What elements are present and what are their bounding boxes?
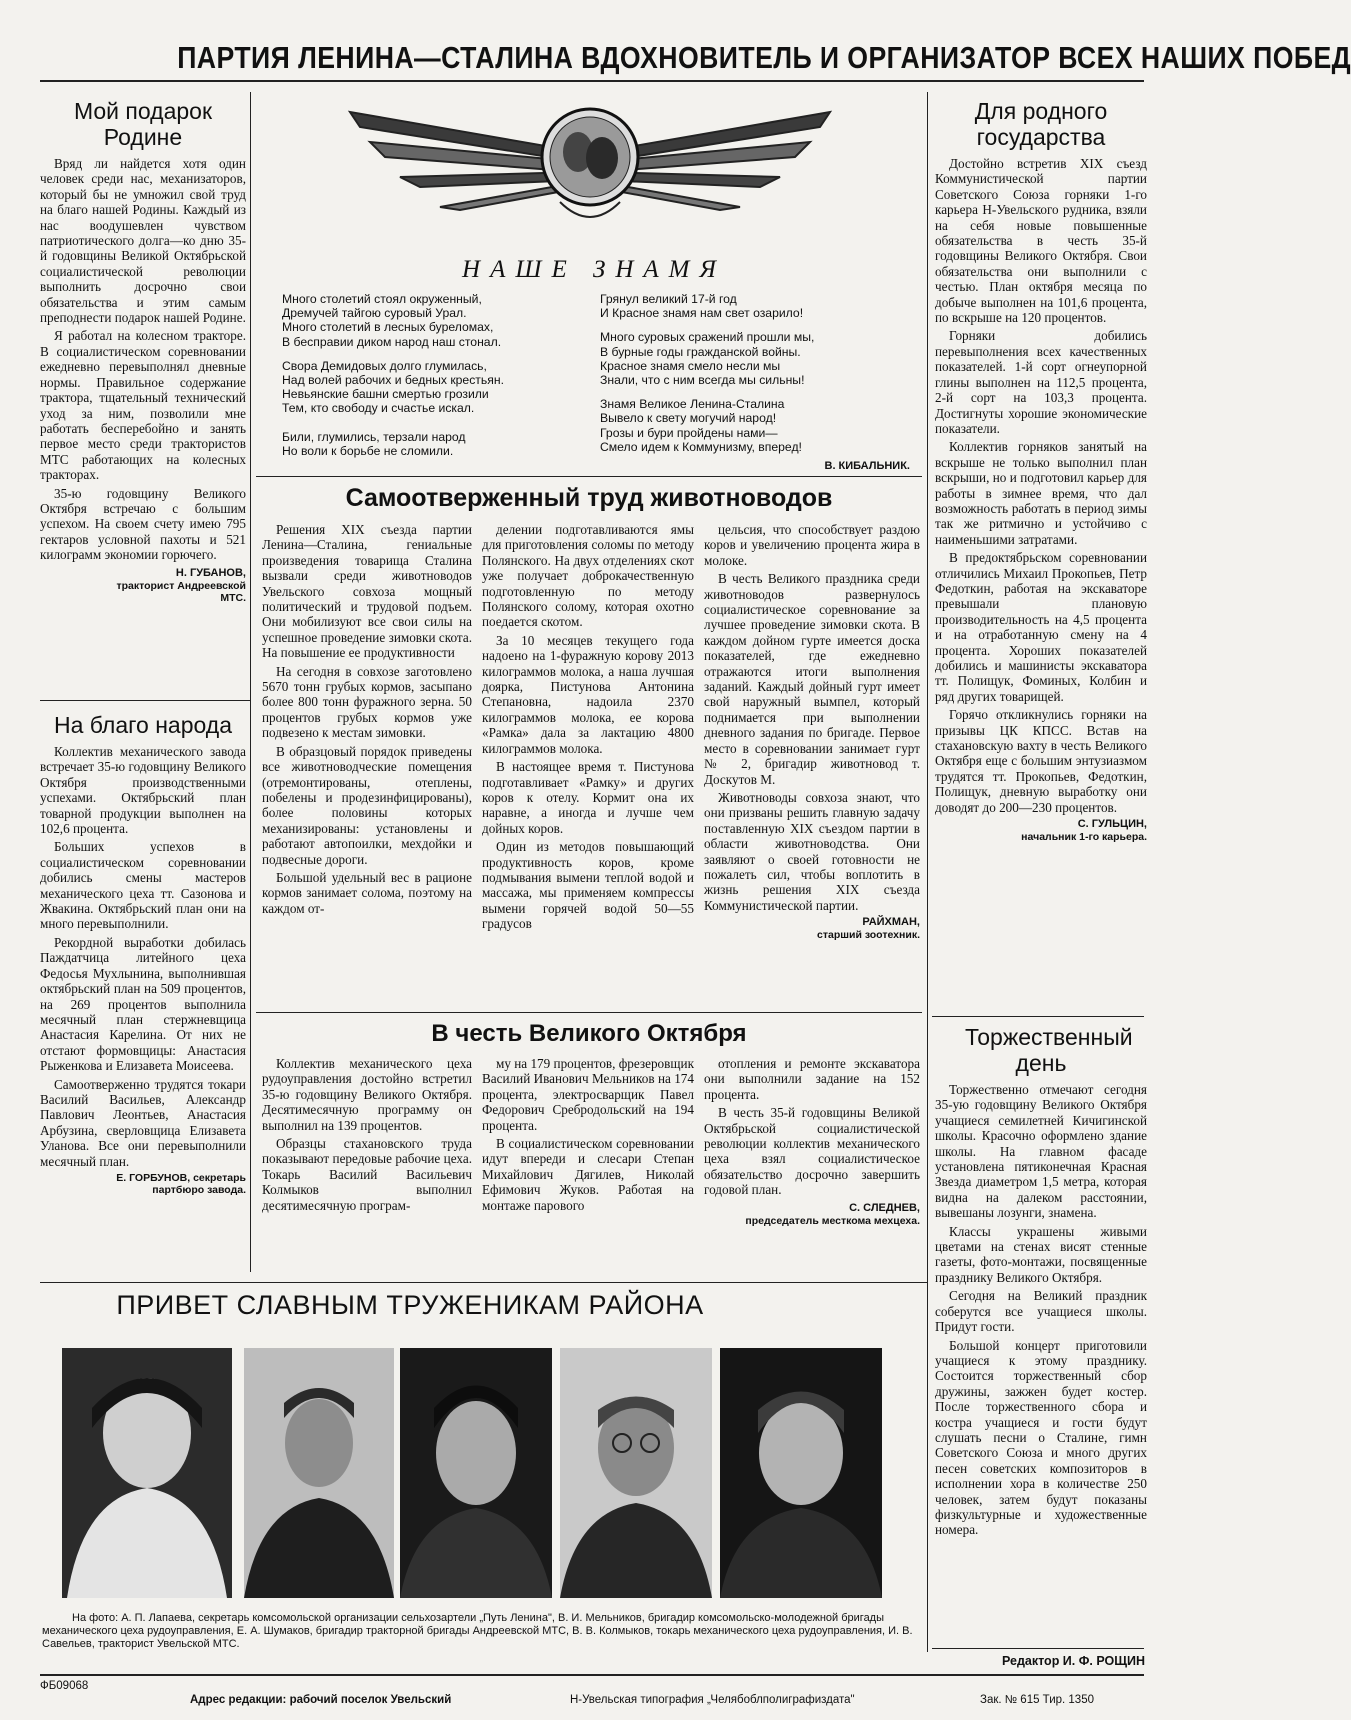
paragraph: делении подготавливаются ямы для приготовления соломы по методу Полянского. На двух отделениях скот уже получает доброкачественную подготовленную по методу Полянского солому, которая охотно поедается скотом.	[482, 522, 694, 630]
portrait-photo	[62, 1348, 232, 1598]
paragraph: В социалистическом соревновании идут впереди и слесари Степан Михайлович Дягилев, Николай Ефимович Жуков. Работая на монтаже парового	[482, 1136, 694, 1213]
poem-line: Тем, кто свободу и счастье искал.	[282, 401, 475, 416]
divider	[40, 1282, 927, 1283]
paragraph: Классы украшены живыми цветами на стенах висят стенные газеты, фото-монтажи, посвященные празднику Великого Октября.	[935, 1223, 1147, 1285]
paragraph: Горячо откликнулись горняки на призывы ЦК КПСС. Встав на стахановскую вахту в честь Великого Октября еще с большим энтузиазмом трудятся тт. Прокопьев, Федоткин, Полищук, дневную выработку они доводят до 200—230 процентов.	[935, 707, 1147, 815]
poem-line: Много суровых сражений прошли мы,	[600, 330, 815, 345]
masthead-rule	[40, 80, 1144, 82]
paragraph: В образцовый порядок приведены все животноводческие помещения (отремонтированы, отеплены, побелены и продезинфицированы), более половины которых механизированы: установлены и работают автопоилки, мехдойки и подвесные дороги.	[262, 743, 472, 867]
paragraph: Рекордной выработки добилась Паждатчица литейного цеха Федосья Мухлынина, выполнившая октябрьский план на 509 процентов, на 269 процентов выполнила месячный план стержневщица Анастасия Карелина. От них не отстают формовщицы: Анастасия Рыженкова и Елизавета Моисеева.	[40, 934, 246, 1074]
banner-emblem	[330, 92, 850, 242]
article-title: Торжественный день	[965, 1024, 1133, 1076]
author-signature: Е. ГОРБУНОВ, секретарь партбюро завода.	[116, 1171, 246, 1196]
poem-title: НАШЕ ЗНАМЯ	[462, 256, 726, 283]
author-name: С. ГУЛЬЦИН,	[1077, 818, 1147, 831]
paragraph: Сегодня на Великий праздник соберутся все учащиеся школы. Придут гости.	[935, 1288, 1147, 1335]
paragraph: Коллектив механического цеха рудоуправления достойно встретил 35-ю годовщину Великого Октября. Десятимесячную программу он выполнил на 139 процентов.	[262, 1056, 472, 1133]
paragraph: Самоотверженно трудятся токари Василий Васильев, Александр Павлович Леонтьев, Анастасия Арбузина, сверловщица Елизавета Уланова. Все они перевыполнили месячный план.	[40, 1076, 246, 1169]
livestock-col-1	[262, 522, 472, 919]
poem-line: И Красное знамя нам свет озарило!	[600, 306, 804, 321]
october-col-3	[704, 1056, 920, 1227]
paragraph: В предоктябрьском соревновании отличились Михаил Прокопьев, Петр Федоткин, работая на экскаваторе превышали плановую производительность на 4,5 процента и на отработанную смену на 4 процента. Хороших показателей добились и машинисты экскаватора тт. Полищук, Фоминых, Колбин и ряд других товарищей.	[935, 550, 1147, 704]
poem-stanza	[600, 292, 910, 320]
poem-right-column	[600, 292, 910, 473]
poem-author: В. КИБАЛЬНИК.	[824, 460, 910, 473]
poem-left-column	[282, 292, 582, 466]
article-for-the-people	[40, 712, 246, 1196]
poem-line: Над волей рабочих и бедных крестьян.	[282, 373, 504, 388]
october-col-1	[262, 1056, 472, 1216]
author-title: тракторист Андреевской МТС.	[116, 579, 246, 604]
article-title-october: В честь Великого Октября	[431, 1020, 747, 1047]
author-title: начальник 1-го карьера.	[1021, 831, 1147, 844]
paragraph: В настоящее время т. Пистунова подготавливает «Рамку» и других коров к отелу. Кормит она их наравне, а иногда и лучше чем дойных коров.	[482, 759, 694, 836]
portrait-photo	[400, 1348, 552, 1598]
author-name: РАЙХМАН,	[862, 916, 920, 929]
paragraph: отопления и ремонте экскаватора они выполнили задание на 152 процента.	[704, 1056, 920, 1102]
livestock-col-2	[482, 522, 694, 935]
poem-line: Смело идем к Коммунизму, вперед!	[600, 439, 802, 454]
paragraph: Больших успехов в социалистическом соревновании добились смены мастеров механического цеха тт. Сазонова и Жвакина. Октябрьский план они на много перевыполнили.	[40, 839, 246, 932]
poem-line: Грянул великий 17-й год	[600, 292, 737, 306]
paragraph: Животноводы совхоза знают, что они призваны решить главную задачу поставленную XIX съездом партии в области животноводства. Они заявляют о своей готовности не пожалеть сил, чтобы воплотить в жизнь решения XIX съезда Коммунистической партии.	[704, 789, 920, 913]
author-title: старший зоотехник.	[817, 929, 920, 942]
article-body	[935, 1082, 1147, 1538]
divider	[932, 1648, 1144, 1649]
printing-house: Н-Увельская типография „Челябоблполиграфиздата"	[570, 1694, 855, 1706]
greeting-title: ПРИВЕТ СЛАВНЫМ ТРУЖЕНИКАМ РАЙОНА	[116, 1290, 704, 1320]
article-body	[40, 744, 246, 1169]
paragraph: Большой концерт приготовили учащиеся к этому празднику. Состоится торжественный сбор дружины, зажжен будет костер. После торжественного сбора и костра учащиеся и гости будут слушать песни о Сталине, гимн Советского Союза и много других песен советских композиторов в исполнении хора в количестве 250 человек, затем будут показаны физкультурные и художественные номера.	[935, 1337, 1147, 1538]
poem-stanza	[282, 430, 582, 458]
article-for-the-state	[935, 98, 1147, 843]
author-name: С. СЛЕДНЕВ,	[849, 1201, 920, 1214]
poem-line: В бесправии диком народ наш стонал.	[282, 334, 502, 349]
poem-line: Дремучей тайгою суровый Урал.	[282, 306, 467, 321]
poem-stanza	[282, 359, 582, 416]
paragraph: Вряд ли найдется хотя один человек среди нас, механизаторов, который бы не умножил свой труд на благо нашей Родины. Каждый из нас воодушевлен чувством патриотического долга—ко дню 35-й годовщины Великой Октябрьской социалистической революции выполнить досрочно свои обязательства и этим самым преподнести подарок нашей Родине.	[40, 156, 246, 326]
paragraph: За 10 месяцев текущего года надоено на 1-фуражную корову 2013 килограммов молока, а наша лучшая доярка, Пистунова Антонина Степановна, надоила 2370 килограммов молока, ее корова «Рамка» дала за лактацию 4800 килограммов молока.	[482, 632, 694, 756]
article-title: Мой подарок Родине	[73, 98, 213, 150]
divider	[40, 1674, 1144, 1676]
poem-line: Много столетий в лесных буреломах,	[282, 320, 494, 335]
paragraph: Большой удельный вес в рационе кормов занимает солома, поэтому на каждом от-	[262, 869, 472, 916]
article-title-livestock: Самоотверженный труд животноводов	[345, 484, 833, 512]
editor-line: Редактор И. Ф. РОЩИН	[1001, 1654, 1145, 1668]
poem-stanza	[600, 397, 910, 454]
portrait-photo	[560, 1348, 712, 1598]
poem	[270, 256, 918, 473]
article-body	[40, 156, 246, 563]
photo-caption: На фото: А. П. Лапаева, секретарь комсомольской организации сельхозартели „Путь Ленина", В. И. Мельников, бригадир комсомольско-молодежной бригады механического цеха рудоуправления, Е. А. Шумаков, бригадир тракторной бригады Андреевской МТС, В. В. Колмыков, токарь механического цеха рудоуправления, И. В. Савельев, тракторист Увельской МТС.	[42, 1612, 913, 1650]
article-festive-day	[935, 1024, 1147, 1541]
paragraph: В честь Великого праздника среди животноводов развернулось социалистическое соревнование за лучшее проведение зимовки скота. В каждом дойном гурте имеется доска показателей, где ежедневно отражаются итоги выполнения заданий. Каждый дойный гурт имеет свой наружный вымпел, который поднимается при выполнении дневного задания по бригаде. Первое место в соревновании занимает гурт № 2, бригадир животновод т. Доскутов М.	[704, 571, 920, 787]
paragraph: В честь 35-й годовщины Великой Октябрьской социалистической революции коллектив механического цеха взял социалистическое обязательство досрочно завершить годовой план.	[704, 1105, 920, 1198]
order-circulation: Зак. № 615 Тир. 1350	[980, 1694, 1094, 1706]
divider	[40, 700, 250, 701]
author-title: председатель месткома мехцеха.	[745, 1214, 920, 1227]
poem-line: Знали, что с ним всегда мы сильны!	[600, 373, 805, 388]
paragraph: Торжественно отмечают сегодня 35-ую годовщину Великого Октября учащиеся семилетней Кичигинской школы. Красочно оформлено здание школы. На главном фасаде установлена пятиконечная Красная Звезда диаметром 1,5 метра, которая видна на далеком расстоянии, вывешаны лозунги, знамена.	[935, 1082, 1147, 1221]
paragraph: На сегодня в совхозе заготовлено 5670 тонн грубых кормов, засыпано более 800 тонн фуражного зерна. 50 процентов грубых кормов уже подвезено к местам зимовки.	[262, 663, 472, 741]
poem-line: Невьянские башни смертью грозили	[282, 387, 489, 402]
divider	[250, 92, 251, 1272]
poem-line: Красное знамя смело несли мы	[600, 358, 781, 373]
editorial-address: Адрес редакции: рабочий поселок Увельский	[190, 1694, 452, 1706]
paragraph: 35-ю годовщину Великого Октября встречаю с большим успехом. На своем счету имею 795 гектаров условной пахоты и 521 килограмм экономии горючего.	[40, 485, 246, 563]
paragraph: Образцы стахановского труда показывают передовые рабочие цеха. Токарь Василий Васильевич Колмыков выполнил десятимесячную програм-	[262, 1136, 472, 1213]
paragraph: Достойно встретив XIX съезд Коммунистической партии Советского Союза горняки 1-го карьера Н-Увельского рудника, взяли на себя новые повышенные обязательства в честь 35-й годовщины Великого Октября. Свои обязательства они выполнили с честью. План октября месяца по добыче выполнен на 101,6 процента, по вскрыше на 120 процентов.	[935, 156, 1147, 326]
paragraph: Коллектив горняков занятый на вскрыше не только выполнил план вскрыши, но и подготовил карьер для работы в зимнее время, что дал возможность работать в период зимы так же ритмично и устойчиво с наименьшими затратами.	[935, 439, 1147, 547]
paragraph: Один из методов повышающий продуктивность коров, кроме подмывания вымени теплой водой и массажа, мы применяем компрессы вымени горячей водой 50—55 градусов	[482, 839, 694, 932]
poem-line: Но воли к борьбе не сломили.	[282, 443, 454, 458]
paragraph: Коллектив механического завода встречает 35-ю годовщину Великого Октября производственными успехами. Октябрьский план товарной продукции выполнен на 102,6 процента.	[40, 744, 246, 837]
livestock-col-3	[704, 522, 920, 941]
portrait-photo	[244, 1348, 394, 1598]
poem-line: В бурные годы гражданской войны.	[600, 344, 801, 359]
poem-stanza	[282, 292, 582, 349]
article-title: На благо народа	[54, 712, 232, 738]
article-body	[935, 156, 1147, 815]
paragraph: Я работал на колесном тракторе. В социалистическом соревновании ежедневно перевыполнял дневные нормы. Правильное содержание трактора, тщательный технический уход за ним, позволили мне работать бесперебойно и занять первое место среди трактористов МТС работающих на колесных тракторах.	[40, 328, 246, 483]
poem-line: Много столетий стоял окруженный,	[282, 292, 482, 306]
divider	[927, 92, 928, 1652]
poem-line: Свора Демидовых долго глумилась,	[282, 358, 487, 373]
divider	[256, 1012, 922, 1013]
article-title: Для родного государства	[974, 98, 1108, 150]
paragraph: Горняки добились перевыполнения всех качественных показателей. 1-й сорт огнеупорной глины выполнен на 112,5 процента, 2-й сорт на 103,3 процента. Достигнуты хорошие экономические показатели.	[935, 328, 1147, 436]
article-gift-to-motherland	[40, 98, 246, 604]
issue-code: ФБ09068	[40, 1680, 89, 1692]
paragraph: цельсия, что способствует раздою коров и увеличению процента жира в молоке.	[704, 522, 920, 568]
author-name: Н. ГУБАНОВ,	[175, 566, 246, 579]
paragraph: му на 179 процентов, фрезеровщик Василий Иванович Мельников на 174 процента, электросварщик Павел Федорович Сребродольский на 194 процента.	[482, 1056, 694, 1133]
poem-line: Знамя Великое Ленина-Сталина	[600, 397, 785, 412]
paragraph: Решения XIX съезда партии Ленина—Сталина, гениальные произведения товарища Сталина вызвали среди животноводов Увельского совхоза мощный политический и трудовой подъем. Они мобилизуют все свои силы на успешное проведение зимовки скота. На повышение ее продуктивности	[262, 522, 472, 661]
poem-line: Грозы и бури пройдены нами—	[600, 425, 778, 440]
october-col-2	[482, 1056, 694, 1216]
divider	[256, 476, 922, 477]
masthead-headline: ПАРТИЯ ЛЕНИНА—СТАЛИНА ВДОХНОВИТЕЛЬ И ОРГАНИЗАТОР ВСЕХ НАШИХ ПОБЕД	[177, 40, 1351, 75]
poem-stanza	[600, 330, 910, 387]
divider	[932, 1016, 1144, 1017]
portrait-photo	[720, 1348, 882, 1598]
poem-line: Били, глумились, терзали народ	[282, 429, 466, 444]
poem-line: Вывело к свету могучий народ!	[600, 411, 777, 426]
